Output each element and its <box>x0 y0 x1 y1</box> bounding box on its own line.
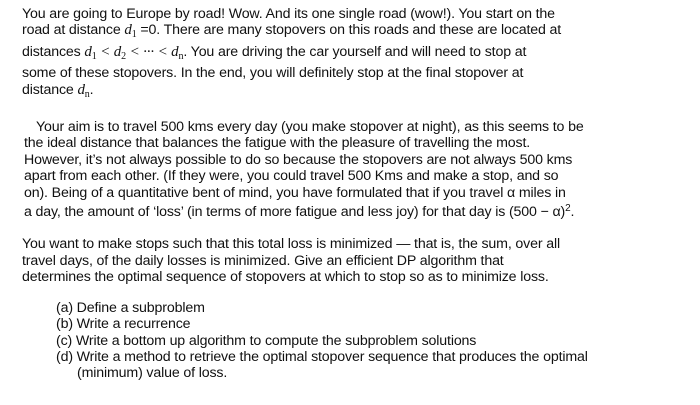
problem-document <box>22 6 690 382</box>
inequality-dn: < ··· < d <box>126 43 179 60</box>
intro-line-3-end: . You are driving the car yourself and will need to stop at <box>183 43 527 60</box>
inequality-d1: d <box>84 43 92 60</box>
distance-subscript: 1 <box>131 29 137 41</box>
task-b: (b) Write a recurrence <box>56 316 191 333</box>
task-d-continuation: (minimum) value of loss. <box>77 365 228 382</box>
loss-formula-end: . <box>570 204 575 221</box>
aim-line-2: the ideal distance that balances the fatigue with the pleasure of travelling the most. <box>24 135 531 152</box>
loss-formula-text: a day, the amount of ‘loss’ (in terms of more fatigue and less joy) for that day is (500 − α) <box>24 204 566 221</box>
intro-line-2-end: =0. There are many stopovers on this roads and these are located at <box>136 22 562 39</box>
inequality-d2: < d <box>96 43 122 60</box>
distance-inequality <box>84 44 183 60</box>
task-a: (a) Define a subproblem <box>56 299 205 316</box>
inequality-sub-1: 1 <box>91 50 97 62</box>
aim-line-1: Your aim is to travel 500 kms every day (you make stopover at night), as this seems to be <box>36 119 584 136</box>
intro-line-2-start: road at distance <box>22 22 125 39</box>
intro-line-3-start: distances <box>22 43 85 60</box>
task-d: (d) Write a method to retrieve the optimal stopover sequence that produces the optimal <box>56 348 588 365</box>
intro-line-1: You are going to Europe by road! Wow. And its one single road (wow!). You start on the <box>22 6 555 22</box>
task-c: (c) Write a bottom up algorithm to compute the subproblem solutions <box>56 332 477 349</box>
intro-paragraph <box>22 6 690 103</box>
intro-line-4: some of these stopovers. In the end, you will definitely stop at the final stopover at <box>22 65 524 82</box>
goal-line-2: travel days, of the daily losses is minimized. Give an efficient DP algorithm that <box>22 252 504 269</box>
goal-line-3: determines the optimal sequence of stopovers at which to stop so as to minimize loss. <box>22 269 549 286</box>
loss-formula-exponent: 2 <box>565 203 571 215</box>
final-distance-variable: d <box>77 81 85 98</box>
inequality-sub-2: 2 <box>121 50 126 62</box>
intro-line-5-start: distance <box>22 81 78 98</box>
intro-line-2 <box>22 22 690 43</box>
intro-line-5 <box>22 82 690 103</box>
aim-line-6 <box>24 201 690 220</box>
intro-line-3 <box>22 44 690 65</box>
goal-line-1: You want to make stops such that this total loss is minimized — that is, the sum, over all <box>22 236 560 253</box>
inequality-sub-n: n <box>178 50 184 62</box>
aim-paragraph <box>24 119 690 221</box>
final-distance-subscript: n <box>84 88 90 100</box>
aim-line-4: apart from each other. (If they were, you could travel 500 Kms and make a stop, and so <box>24 168 559 185</box>
aim-line-5: on). Being of a quantitative bent of mind, you have formulated that if you travel α miles in <box>24 184 566 201</box>
intro-line-5-end: . <box>89 81 94 98</box>
task-list <box>22 300 690 382</box>
distance-variable: d <box>124 22 132 39</box>
aim-line-3: However, it’s not always possible to do so because the stopovers are not always 500 kms <box>24 151 573 168</box>
goal-paragraph <box>22 236 690 285</box>
